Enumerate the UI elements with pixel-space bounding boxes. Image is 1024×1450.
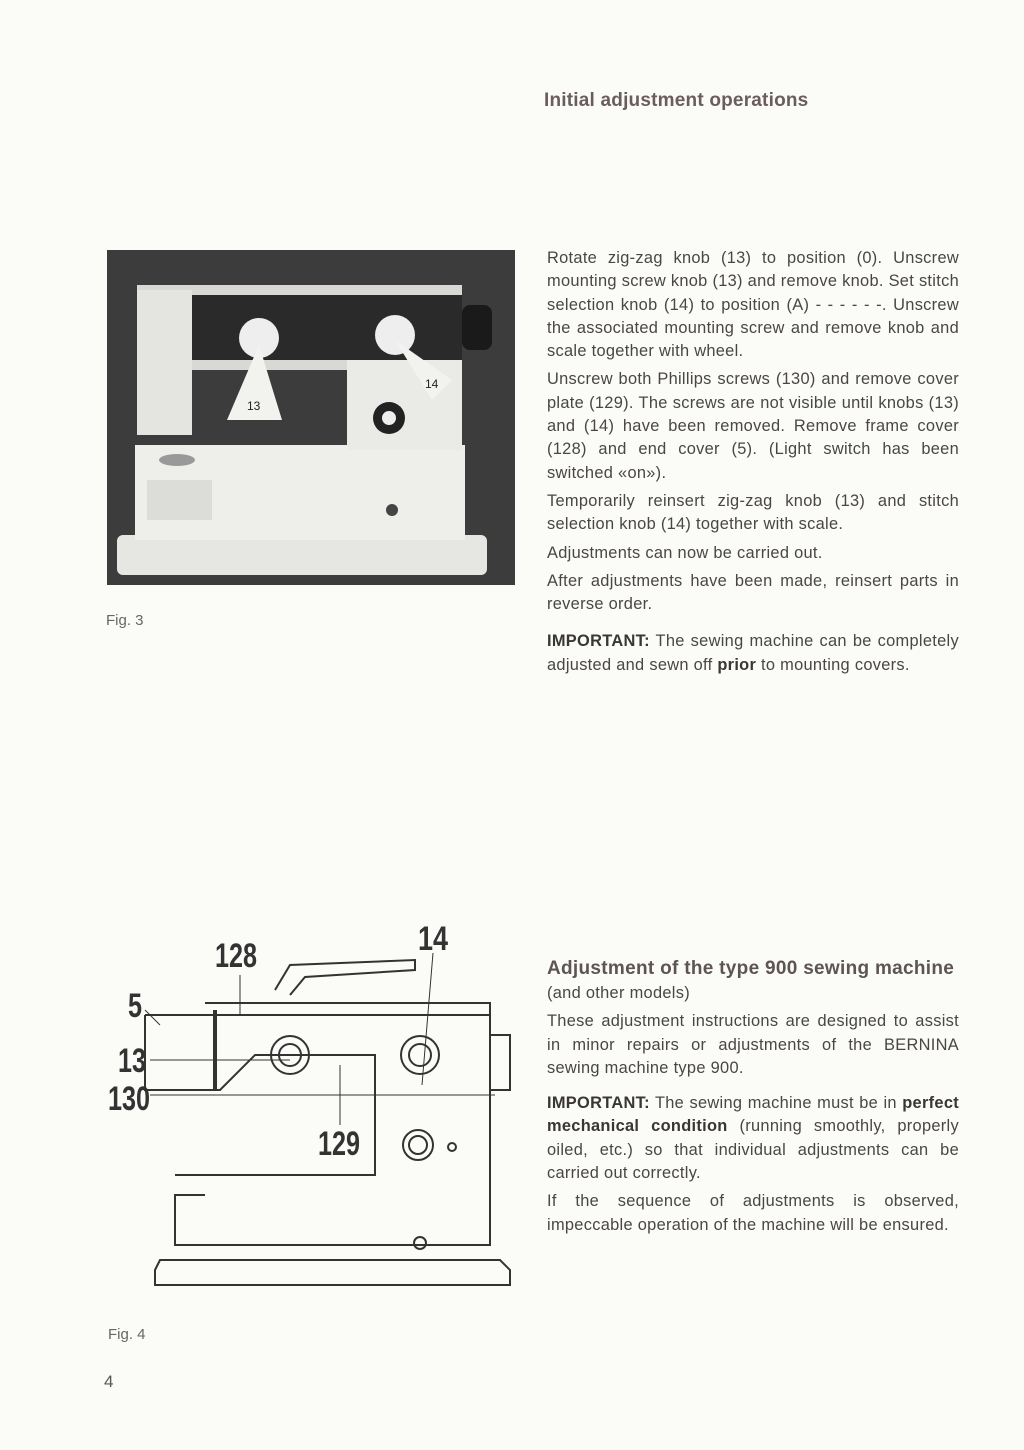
note-text: (running smoothly, properly oiled, etc.) so that individual adjustments can be carried out correctly.: [547, 1117, 959, 1183]
fig4-label-13: 13: [118, 1042, 146, 1080]
page-number: 4: [104, 1372, 114, 1391]
fig4-label-5: 5: [128, 987, 142, 1025]
note-text: The sewing machine can be completely adjusted and sewn off: [547, 632, 959, 674]
fig4-caption: Fig. 4: [108, 1326, 146, 1343]
fig4-label-14: 14: [418, 920, 449, 958]
important-note: [547, 630, 959, 677]
fig4-diagram: [100, 915, 530, 1320]
important-label: IMPORTANT:: [547, 1094, 650, 1113]
fig4-label-129: 129: [318, 1125, 360, 1163]
note-text: to mounting covers.: [756, 655, 910, 674]
paragraph: If the sequence of adjustments is observed, impeccable operation of the machine will be ensured.: [547, 1192, 959, 1234]
fig3-label-14: 14: [425, 377, 439, 391]
fig3-label-13: 13: [247, 399, 261, 413]
note-bold: perfect mechanical condition: [547, 1094, 959, 1136]
page-heading: Initial adjustment operations: [544, 90, 809, 111]
important-note: [547, 1092, 959, 1185]
paragraph: Rotate zig-zag knob (13) to position (0). Unscrew mounting screw knob (13) and remove knob. Set stitch selection knob (14) to position (A) - - - - - -. Unscrew the associated mounting screw and remove knob and scale together with wheel.: [547, 249, 959, 361]
paragraph: After adjustments have been made, reinsert parts in reverse order.: [547, 571, 959, 614]
section1-text: [547, 247, 959, 682]
section2-heading: Adjustment of the type 900 sewing machine: [547, 958, 955, 979]
paragraph: Temporarily reinsert zig-zag knob (13) and stitch selection knob (14) together with scale.: [547, 491, 959, 534]
fig3-photo: [107, 250, 515, 585]
sewing-machine-photo: [107, 250, 515, 585]
fig3-caption: Fig. 3: [106, 612, 144, 629]
note-text: The sewing machine must be in: [649, 1094, 903, 1113]
important-label: IMPORTANT:: [547, 632, 650, 651]
paragraph: Adjustments can now be carried out.: [547, 543, 823, 562]
fig4-label-130: 130: [108, 1080, 150, 1118]
paragraph: These adjustment instructions are designed to assist in minor repairs or adjustments of the BERNINA sewing machine type 900.: [547, 1012, 959, 1077]
paragraph: Unscrew both Phillips screws (130) and remove cover plate (129). The screws are not visible until knobs (13) and (14) have been removed. Remove frame cover (128) and end cover (5). (Light switch has been switched «on»).: [547, 370, 959, 482]
fig4-label-128: 128: [215, 937, 257, 975]
section2-subheading: (and other models): [547, 984, 690, 1002]
note-bold: prior: [717, 655, 757, 674]
section2-text: [547, 956, 959, 1242]
